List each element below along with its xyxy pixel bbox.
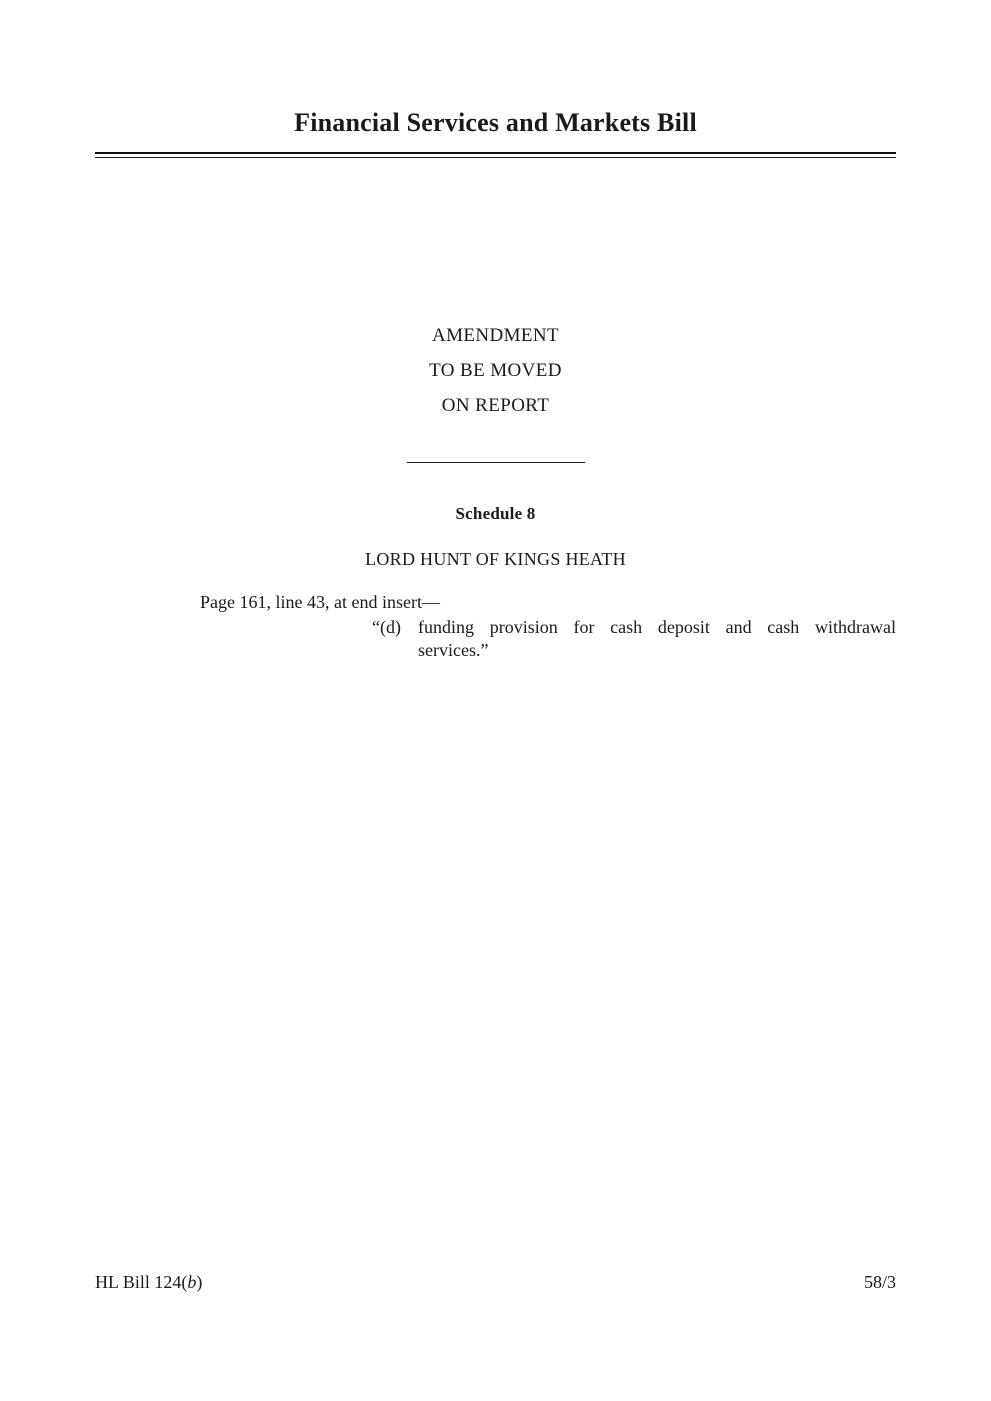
amendment-text-line-1: funding provision for cash deposit and cash withdrawal — [418, 617, 896, 637]
amendment-text-line-2: services.” — [418, 640, 489, 660]
bill-reference-suffix: ) — [196, 1272, 203, 1292]
amendment-inserted-text — [372, 616, 896, 662]
amendment-paragraph-label: “(d) — [372, 617, 401, 637]
bill-reference-italic: b — [187, 1272, 197, 1292]
schedule-heading: Schedule 8 — [455, 504, 536, 523]
amendment-body — [95, 590, 896, 662]
heading-line-to-be-moved: TO BE MOVED — [429, 360, 562, 381]
bill-reference-prefix: HL Bill 124( — [95, 1272, 188, 1292]
heading-line-on-report: ON REPORT — [441, 395, 550, 416]
page-number: 58/3 — [863, 1272, 896, 1292]
section-divider — [407, 462, 585, 463]
section-divider-wrap — [95, 453, 896, 471]
title-divider — [95, 152, 896, 158]
amendment-heading-block — [95, 318, 896, 423]
page-footer — [95, 1272, 896, 1293]
member-name: LORD HUNT OF KINGS HEATH — [365, 549, 626, 569]
amendment-lead-in: Page 161, line 43, at end insert— — [200, 592, 440, 612]
page-title: Financial Services and Markets Bill — [294, 108, 697, 137]
bill-reference — [95, 1272, 202, 1293]
heading-line-amendment: AMENDMENT — [431, 325, 560, 346]
